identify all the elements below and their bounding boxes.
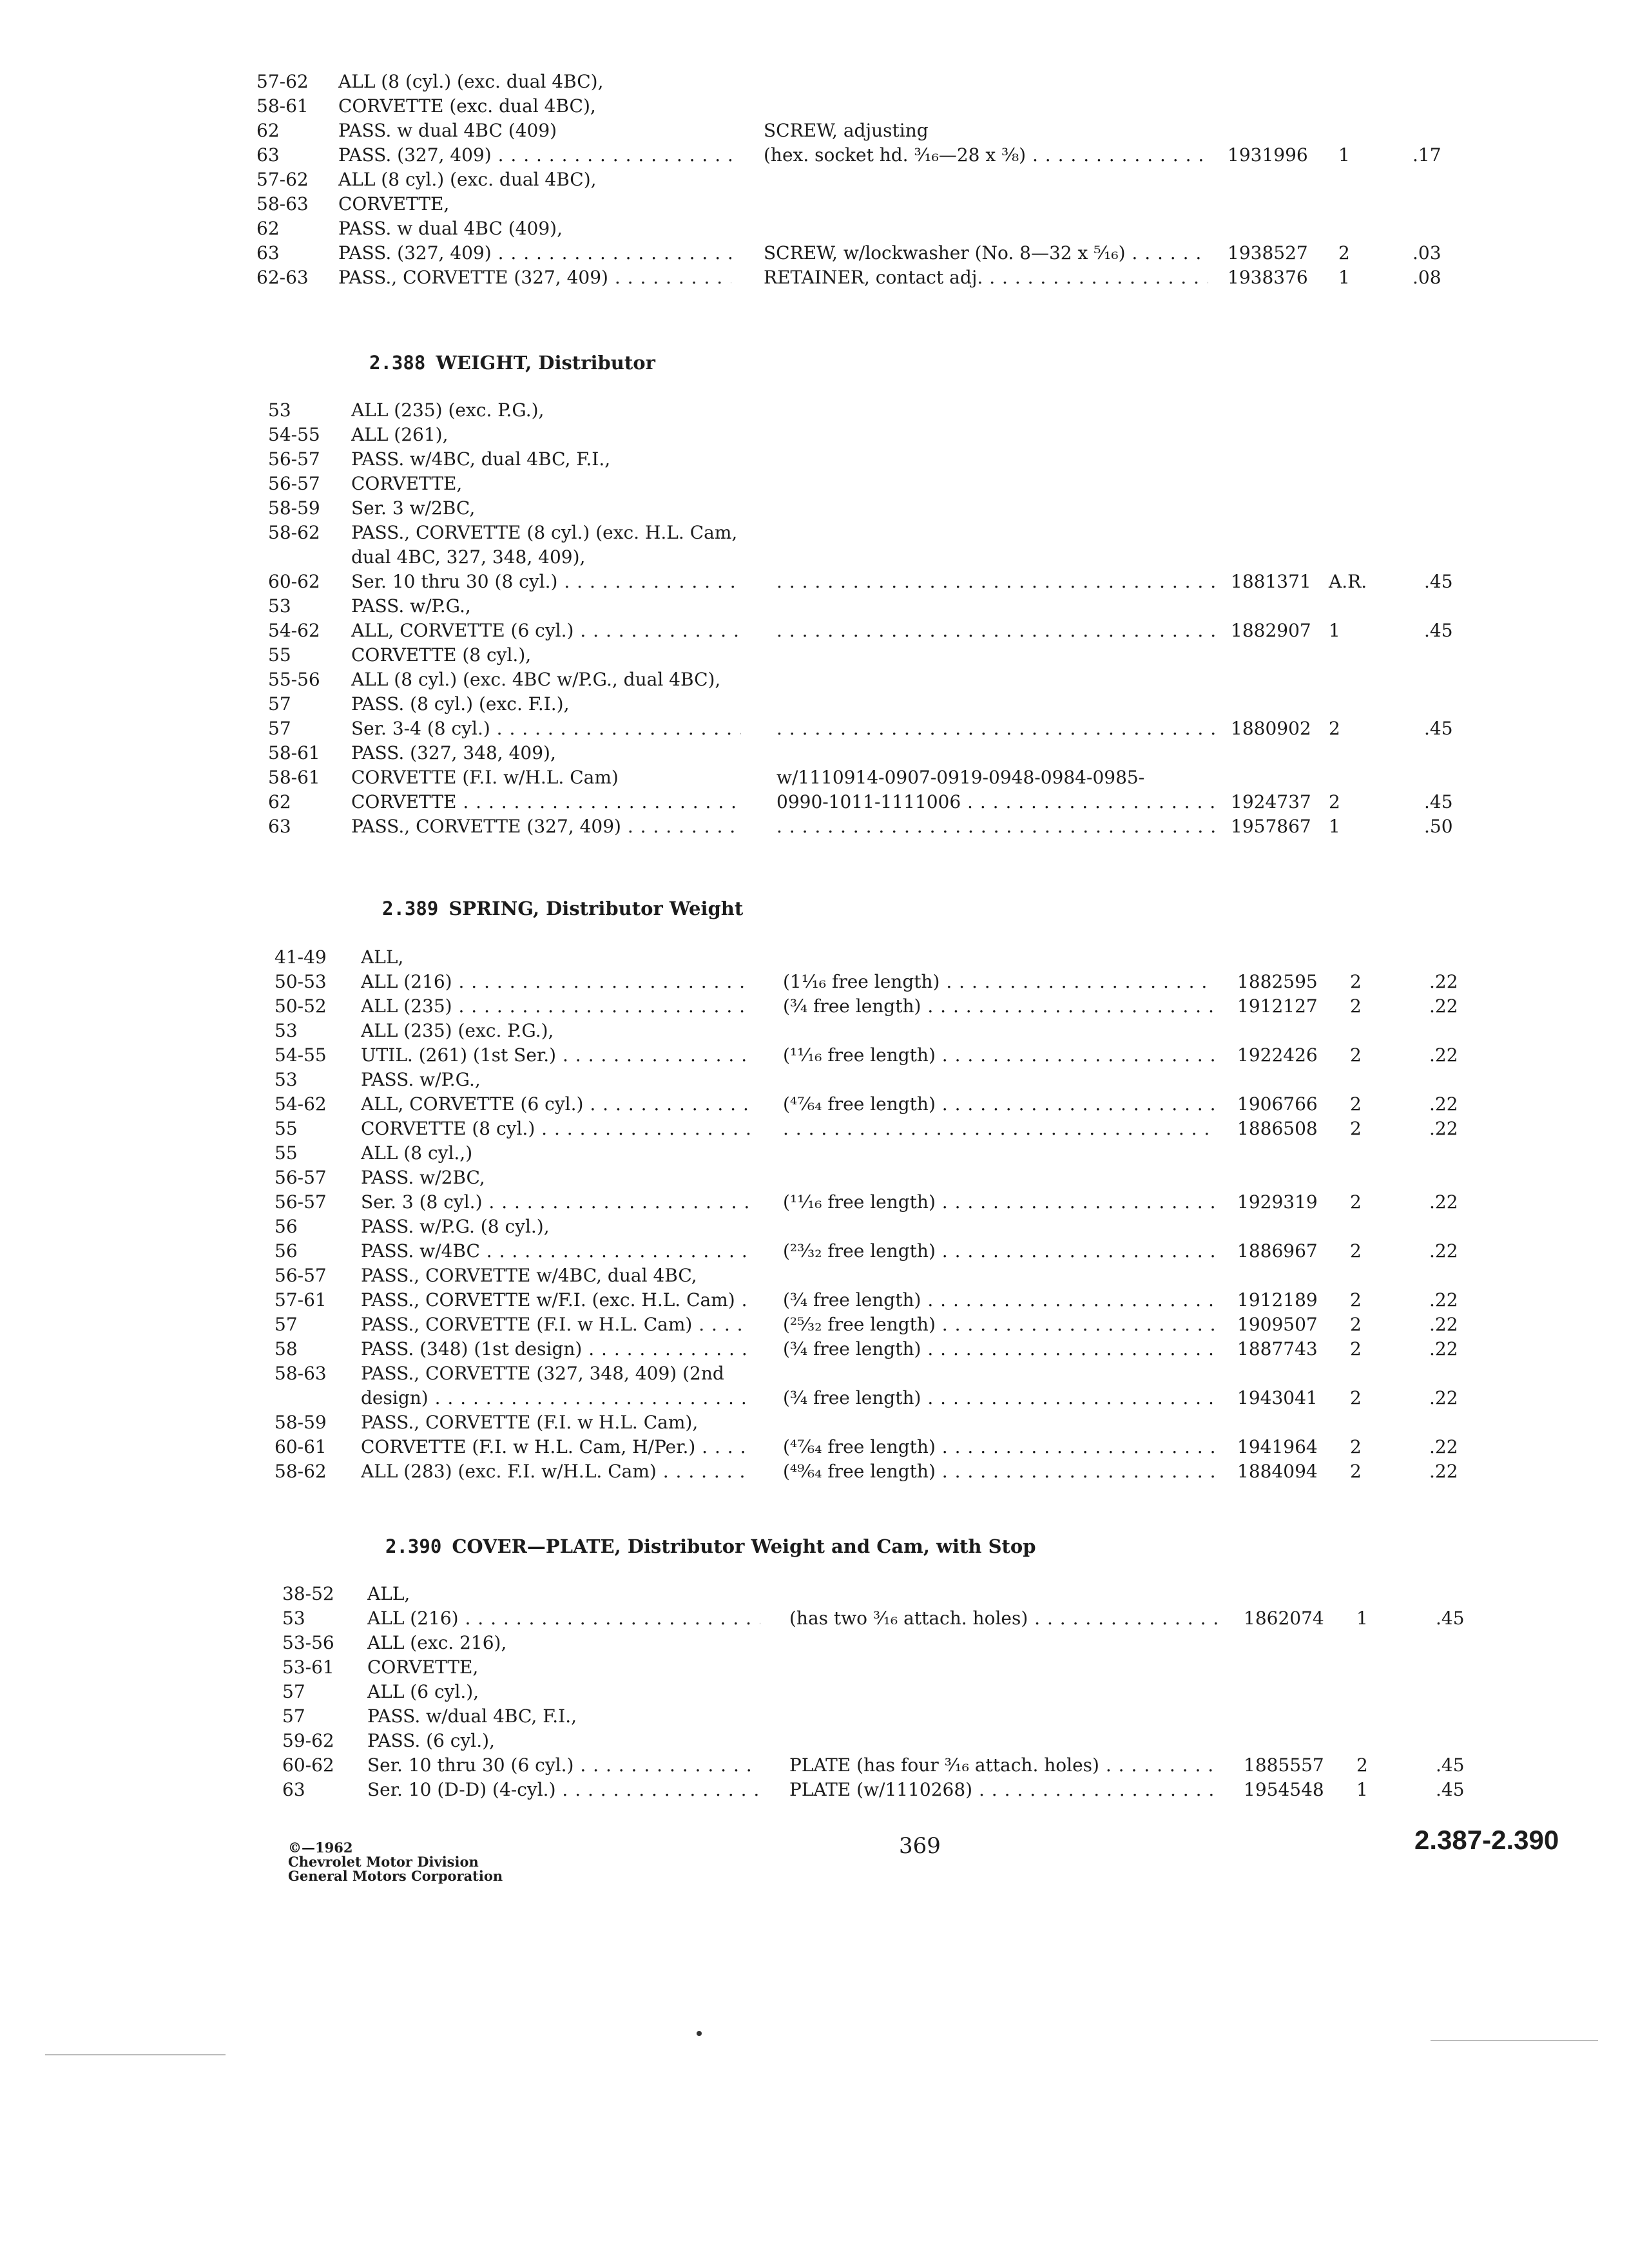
application: CORVETTE (F.I. w H.L. Cam, H/Per.) . . . xyxy=(361,1435,751,1459)
section-heading xyxy=(369,352,655,374)
table-row xyxy=(0,1166,1629,1190)
application: CORVETTE (8 cyl.), xyxy=(351,644,532,666)
table-row xyxy=(0,790,1629,814)
list-price: .22 xyxy=(1429,1044,1458,1066)
application: Ser. 3-4 (8 cyl.) . . . xyxy=(351,716,741,741)
application: ALL (exc. 216), xyxy=(367,1632,507,1653)
application: ALL (8 (cyl.) (exc. dual 4BC), xyxy=(338,71,604,92)
quantity: 2 xyxy=(1350,1314,1362,1335)
part-number: 1938376 xyxy=(1228,267,1308,288)
part-number: 1954548 xyxy=(1244,1779,1324,1800)
quantity: 2 xyxy=(1338,242,1350,264)
model-years: 60-61 xyxy=(275,1436,327,1457)
application: ALL (261), xyxy=(351,424,448,445)
model-years: 57 xyxy=(268,693,291,715)
table-row xyxy=(0,119,1629,143)
list-price: .17 xyxy=(1412,144,1441,166)
model-years: 56-57 xyxy=(275,1191,327,1213)
part-description: (³⁄₄ free length) . . . xyxy=(783,1386,1215,1410)
part-number: 1924737 xyxy=(1231,791,1311,812)
model-years: 62-63 xyxy=(256,267,309,288)
part-number: 1882907 xyxy=(1231,620,1311,641)
table-row xyxy=(0,1435,1629,1459)
application: PASS. (327, 348, 409), xyxy=(351,742,556,764)
quantity: 1 xyxy=(1329,816,1340,837)
quantity: 2 xyxy=(1329,718,1340,739)
quantity: 2 xyxy=(1350,1191,1362,1213)
model-years: 58 xyxy=(275,1338,298,1360)
model-years: 56-57 xyxy=(275,1265,327,1286)
quantity: 2 xyxy=(1350,995,1362,1017)
list-price: .22 xyxy=(1429,1240,1458,1262)
table-row xyxy=(0,1312,1629,1337)
part-description: (³⁄₄ free length) . . . xyxy=(783,1288,1215,1312)
quantity: 2 xyxy=(1350,1436,1362,1457)
table-row xyxy=(0,1704,1629,1729)
table-row xyxy=(0,1288,1629,1312)
application: ALL, CORVETTE (6 cyl.) . . . xyxy=(361,1092,751,1117)
section-number: 2.389 xyxy=(382,898,439,919)
part-number: 1931996 xyxy=(1228,144,1308,166)
part-number: 1922426 xyxy=(1237,1044,1318,1066)
application: ALL (235) . . . xyxy=(361,994,751,1019)
model-years: 54-62 xyxy=(268,620,320,641)
part-number: 1884094 xyxy=(1237,1461,1318,1482)
model-years: 63 xyxy=(256,144,280,166)
application: ALL, xyxy=(361,947,404,968)
model-years: 60-62 xyxy=(268,571,320,592)
list-price: .08 xyxy=(1412,267,1441,288)
part-description: (¹¹⁄₁₆ free length) . . . xyxy=(783,1043,1215,1068)
application: Ser. 3 w/2BC, xyxy=(351,497,476,519)
table-row xyxy=(0,1019,1629,1043)
table-row xyxy=(0,1606,1629,1631)
table-row xyxy=(0,1068,1629,1092)
model-years: 58-61 xyxy=(256,95,309,117)
model-years: 38-52 xyxy=(282,1583,334,1604)
quantity: 2 xyxy=(1350,1044,1362,1066)
model-years: 53-61 xyxy=(282,1657,334,1678)
model-years: 41-49 xyxy=(275,947,327,968)
part-number: 1886508 xyxy=(1237,1118,1318,1139)
table-row xyxy=(0,216,1629,241)
table-row xyxy=(0,1190,1629,1215)
model-years: 55 xyxy=(275,1118,298,1139)
part-description xyxy=(776,570,1215,594)
table-row xyxy=(0,741,1629,765)
application: PASS. (6 cyl.), xyxy=(367,1730,495,1751)
part-number: 1881371 xyxy=(1231,571,1311,592)
table-row xyxy=(0,1680,1629,1704)
quantity: 1 xyxy=(1329,620,1340,641)
section-number: 2.388 xyxy=(369,352,426,374)
application: ALL (6 cyl.), xyxy=(367,1681,479,1702)
application: ALL, xyxy=(367,1583,410,1604)
part-number: 1912127 xyxy=(1237,995,1318,1017)
part-description: PLATE (has four ³⁄₁₆ attach. holes) . . . xyxy=(789,1753,1221,1778)
quantity: 2 xyxy=(1350,1289,1362,1311)
table-row xyxy=(0,765,1629,790)
part-number: 1941964 xyxy=(1237,1436,1318,1457)
model-years: 58-59 xyxy=(275,1412,327,1433)
table-row xyxy=(0,570,1629,594)
part-number: 1912189 xyxy=(1237,1289,1318,1311)
application: PASS. (8 cyl.) (exc. F.I.), xyxy=(351,693,570,715)
model-years: 56-57 xyxy=(268,448,320,470)
model-years: 58-61 xyxy=(268,742,320,764)
application: PASS. w/P.G. (8 cyl.), xyxy=(361,1216,550,1237)
model-years: 57 xyxy=(282,1706,305,1727)
table-row xyxy=(0,814,1629,839)
part-description xyxy=(776,619,1215,643)
model-years: 54-55 xyxy=(268,424,320,445)
part-description: (has two ³⁄₁₆ attach. holes) . . . xyxy=(789,1606,1221,1631)
model-years: 63 xyxy=(256,242,280,264)
table-row xyxy=(0,1239,1629,1264)
application: CORVETTE, xyxy=(338,193,450,215)
model-years: 53 xyxy=(282,1608,305,1629)
application: ALL (216) . . . xyxy=(367,1606,760,1631)
table-row xyxy=(0,398,1629,423)
part-description: (⁴⁷⁄₆₄ free length) . . . xyxy=(783,1092,1215,1117)
application: PASS., CORVETTE (F.I. w H.L. Cam), xyxy=(361,1412,699,1433)
corporation-name: General Motors Corporation xyxy=(288,1868,503,1884)
part-number: 1882595 xyxy=(1237,971,1318,992)
model-years: 53-56 xyxy=(282,1632,334,1653)
model-years: 57 xyxy=(268,718,291,739)
application: UTIL. (261) (1st Ser.) . . . xyxy=(361,1043,751,1068)
table-row xyxy=(0,1778,1629,1802)
application: PASS., CORVETTE w/4BC, dual 4BC, xyxy=(361,1265,697,1286)
quantity: 2 xyxy=(1350,1461,1362,1482)
model-years: 62 xyxy=(256,120,280,141)
application: PASS. w/2BC, xyxy=(361,1167,485,1188)
part-description: (¹¹⁄₁₆ free length) . . . xyxy=(783,1190,1215,1215)
model-years: 57-61 xyxy=(275,1289,327,1311)
quantity: 2 xyxy=(1350,1240,1362,1262)
quantity: 2 xyxy=(1356,1754,1368,1776)
section-number: 2.390 xyxy=(385,1535,442,1557)
quantity: 1 xyxy=(1356,1779,1368,1800)
application: PASS. w/P.G., xyxy=(361,1069,481,1090)
application: ALL (216) . . . xyxy=(361,970,751,994)
list-price: .45 xyxy=(1424,571,1453,592)
division-name: Chevrolet Motor Division xyxy=(288,1854,479,1870)
application: PASS. w/dual 4BC, F.I., xyxy=(367,1706,577,1727)
application: PASS. w/P.G., xyxy=(351,595,471,617)
part-description xyxy=(776,716,1215,741)
part-description: RETAINER, contact adj. . . . xyxy=(764,265,1208,290)
model-years: 57 xyxy=(275,1314,298,1335)
part-description: w/1110914-0907-0919-0948-0984-0985- xyxy=(776,767,1145,788)
model-years: 58-62 xyxy=(275,1461,327,1482)
table-row xyxy=(0,1337,1629,1361)
application: Ser. 10 (D-D) (4-cyl.) . . . xyxy=(367,1778,760,1802)
application: CORVETTE (F.I. w/H.L. Cam) xyxy=(351,767,619,788)
scan-mark xyxy=(1431,2040,1598,2041)
section-title: SPRING, Distributor Weight xyxy=(448,898,744,919)
application: ALL (8 cyl.,) xyxy=(361,1142,473,1164)
application: PASS. w dual 4BC (409) xyxy=(338,120,557,141)
list-price: .22 xyxy=(1429,995,1458,1017)
application: ALL (235) (exc. P.G.), xyxy=(361,1020,554,1041)
model-years: 62 xyxy=(268,791,291,812)
model-years: 54-55 xyxy=(275,1044,327,1066)
list-price: .50 xyxy=(1424,816,1453,837)
part-number: 1887743 xyxy=(1237,1338,1318,1360)
model-years: 50-52 xyxy=(275,995,327,1017)
part-description: SCREW, w/lockwasher (No. 8—32 x ⁵⁄₁₆) . . . xyxy=(764,241,1208,265)
application: PASS. w/4BC . . . xyxy=(361,1239,751,1264)
application: dual 4BC, 327, 348, 409), xyxy=(351,546,586,568)
model-years: 57-62 xyxy=(256,71,309,92)
table-row xyxy=(0,716,1629,741)
table-row xyxy=(0,970,1629,994)
table-row xyxy=(0,143,1629,168)
model-years: 53 xyxy=(275,1020,298,1041)
application: CORVETTE, xyxy=(351,473,463,494)
model-years: 58-59 xyxy=(268,497,320,519)
section-heading xyxy=(382,898,743,919)
list-price: .22 xyxy=(1429,1436,1458,1457)
table-row xyxy=(0,1729,1629,1753)
model-years: 58-63 xyxy=(256,193,309,215)
section-title: WEIGHT, Distributor xyxy=(436,352,655,374)
application: PASS., CORVETTE (327, 409) . . . xyxy=(338,265,731,290)
application: Ser. 3 (8 cyl.) . . . xyxy=(361,1190,751,1215)
model-years: 55 xyxy=(275,1142,298,1164)
table-row xyxy=(0,94,1629,119)
part-number: 1909507 xyxy=(1237,1314,1318,1335)
application: CORVETTE (exc. dual 4BC), xyxy=(338,95,596,117)
part-number: 1957867 xyxy=(1231,816,1311,837)
list-price: .22 xyxy=(1429,1118,1458,1139)
application: PASS., CORVETTE (327, 348, 409) (2nd xyxy=(361,1363,724,1384)
part-description: PLATE (w/1110268) . . . xyxy=(789,1778,1221,1802)
part-number: 1880902 xyxy=(1231,718,1311,739)
table-row xyxy=(0,70,1629,94)
quantity: 2 xyxy=(1329,791,1340,812)
part-description: (³⁄₄ free length) . . . xyxy=(783,1337,1215,1361)
table-row xyxy=(0,1092,1629,1117)
table-row xyxy=(0,1631,1629,1655)
application: PASS. w/4BC, dual 4BC, F.I., xyxy=(351,448,611,470)
model-years: 58-63 xyxy=(275,1363,327,1384)
model-years: 50-53 xyxy=(275,971,327,992)
model-years: 54-62 xyxy=(275,1093,327,1115)
quantity: A.R. xyxy=(1329,571,1367,592)
table-row xyxy=(0,447,1629,472)
application: CORVETTE, xyxy=(367,1657,479,1678)
part-description: (²⁵⁄₃₂ free length) . . . xyxy=(783,1312,1215,1337)
print-speck xyxy=(697,2031,702,2036)
part-number: 1943041 xyxy=(1237,1387,1318,1408)
table-row xyxy=(0,1215,1629,1239)
part-number: 1886967 xyxy=(1237,1240,1318,1262)
application: CORVETTE (8 cyl.) . . . xyxy=(361,1117,751,1141)
model-years: 53 xyxy=(275,1069,298,1090)
page-number: 369 xyxy=(899,1833,941,1859)
quantity: 2 xyxy=(1350,1093,1362,1115)
model-years: 59-62 xyxy=(282,1730,334,1751)
list-price: .45 xyxy=(1436,1754,1465,1776)
table-row xyxy=(0,594,1629,619)
model-years: 53 xyxy=(268,399,291,421)
section-heading xyxy=(385,1535,1036,1557)
table-row xyxy=(0,472,1629,496)
table-row xyxy=(0,1141,1629,1166)
table-row xyxy=(0,1459,1629,1484)
table-row xyxy=(0,241,1629,265)
table-row xyxy=(0,1264,1629,1288)
model-years: 62 xyxy=(256,218,280,239)
model-years: 55-56 xyxy=(268,669,320,690)
model-years: 63 xyxy=(282,1779,305,1800)
model-years: 58-61 xyxy=(268,767,320,788)
model-years: 56 xyxy=(275,1240,298,1262)
model-years: 57-62 xyxy=(256,169,309,190)
table-row xyxy=(0,265,1629,290)
part-number: 1885557 xyxy=(1244,1754,1324,1776)
model-years: 63 xyxy=(268,816,291,837)
part-number: 1862074 xyxy=(1244,1608,1324,1629)
table-row xyxy=(0,423,1629,447)
quantity: 1 xyxy=(1338,144,1350,166)
application: PASS., CORVETTE w/F.I. (exc. H.L. Cam) . . . xyxy=(361,1288,751,1312)
application: Ser. 10 thru 30 (6 cyl.) . . . xyxy=(367,1753,760,1778)
part-description xyxy=(776,814,1215,839)
application: ALL (235) (exc. P.G.), xyxy=(351,399,545,421)
application: PASS., CORVETTE (F.I. w H.L. Cam) . . . xyxy=(361,1312,751,1337)
table-row xyxy=(0,192,1629,216)
part-description: (⁴⁹⁄₆₄ free length) . . . xyxy=(783,1459,1215,1484)
part-description: (⁴⁷⁄₆₄ free length) . . . xyxy=(783,1435,1215,1459)
quantity: 1 xyxy=(1338,267,1350,288)
application: PASS. (327, 409) . . . xyxy=(338,241,731,265)
application: ALL, CORVETTE (6 cyl.) . . . xyxy=(351,619,741,643)
application: ALL (8 cyl.) (exc. 4BC w/P.G., dual 4BC), xyxy=(351,669,721,690)
model-years: 55 xyxy=(268,644,291,666)
footer-credits xyxy=(288,1841,503,1883)
application: ALL (283) (exc. F.I. w/H.L. Cam) . . . xyxy=(361,1459,751,1484)
list-price: .22 xyxy=(1429,1387,1458,1408)
model-years: 57 xyxy=(282,1681,305,1702)
table-row xyxy=(0,1043,1629,1068)
model-years: 58-62 xyxy=(268,522,320,543)
list-price: .22 xyxy=(1429,1314,1458,1335)
scan-mark xyxy=(45,2054,226,2055)
model-years: 60-62 xyxy=(282,1754,334,1776)
application: PASS. (327, 409) . . . xyxy=(338,143,731,168)
part-number: 1938527 xyxy=(1228,242,1308,264)
list-price: .45 xyxy=(1436,1608,1465,1629)
table-row xyxy=(0,1582,1629,1606)
model-years: 56-57 xyxy=(275,1167,327,1188)
model-years: 56 xyxy=(275,1216,298,1237)
table-row xyxy=(0,496,1629,521)
table-row xyxy=(0,1753,1629,1778)
application: Ser. 10 thru 30 (8 cyl.) . . . xyxy=(351,570,741,594)
page-range: 2.387-2.390 xyxy=(1414,1825,1559,1855)
list-price: .22 xyxy=(1429,1461,1458,1482)
application: PASS., CORVETTE (8 cyl.) (exc. H.L. Cam, xyxy=(351,522,738,543)
list-price: .22 xyxy=(1429,1338,1458,1360)
table-row xyxy=(0,643,1629,668)
application: CORVETTE . . . xyxy=(351,790,741,814)
list-price: .22 xyxy=(1429,1191,1458,1213)
application: ALL (8 cyl.) (exc. dual 4BC), xyxy=(338,169,597,190)
model-years: 53 xyxy=(268,595,291,617)
quantity: 2 xyxy=(1350,1338,1362,1360)
table-row xyxy=(0,1361,1629,1386)
list-price: .22 xyxy=(1429,1093,1458,1115)
copyright: ©—1962 xyxy=(288,1840,353,1856)
list-price: .22 xyxy=(1429,971,1458,992)
application: PASS. (348) (1st design) . . . xyxy=(361,1337,751,1361)
list-price: .45 xyxy=(1424,718,1453,739)
application: design) . . . xyxy=(361,1386,751,1410)
part-description: 0990-1011-1111006 . . . xyxy=(776,790,1215,814)
part-description xyxy=(783,1117,1215,1141)
list-price: .45 xyxy=(1436,1779,1465,1800)
part-number: 1906766 xyxy=(1237,1093,1318,1115)
part-description: (1¹⁄₁₆ free length) . . . xyxy=(783,970,1215,994)
table-row xyxy=(0,1410,1629,1435)
quantity: 1 xyxy=(1356,1608,1368,1629)
table-row xyxy=(0,545,1629,570)
table-row xyxy=(0,994,1629,1019)
table-row xyxy=(0,692,1629,716)
table-row xyxy=(0,521,1629,545)
table-row xyxy=(0,945,1629,970)
part-description: (³⁄₄ free length) . . . xyxy=(783,994,1215,1019)
table-row xyxy=(0,1117,1629,1141)
part-description: (²³⁄₃₂ free length) . . . xyxy=(783,1239,1215,1264)
list-price: .03 xyxy=(1412,242,1441,264)
part-number: 1929319 xyxy=(1237,1191,1318,1213)
list-price: .45 xyxy=(1424,791,1453,812)
table-row xyxy=(0,668,1629,692)
table-row xyxy=(0,1386,1629,1410)
table-row xyxy=(0,1655,1629,1680)
table-row xyxy=(0,168,1629,192)
list-price: .45 xyxy=(1424,620,1453,641)
application: PASS. w dual 4BC (409), xyxy=(338,218,563,239)
quantity: 2 xyxy=(1350,1387,1362,1408)
section-title: COVER—PLATE, Distributor Weight and Cam, with Stop xyxy=(452,1535,1036,1557)
table-row xyxy=(0,619,1629,643)
model-years: 56-57 xyxy=(268,473,320,494)
part-description: (hex. socket hd. ³⁄₁₆—28 x ³⁄₈) . . . xyxy=(764,143,1208,168)
application: PASS., CORVETTE (327, 409) . . . xyxy=(351,814,741,839)
quantity: 2 xyxy=(1350,1118,1362,1139)
list-price: .22 xyxy=(1429,1289,1458,1311)
quantity: 2 xyxy=(1350,971,1362,992)
part-description: SCREW, adjusting xyxy=(764,120,929,141)
